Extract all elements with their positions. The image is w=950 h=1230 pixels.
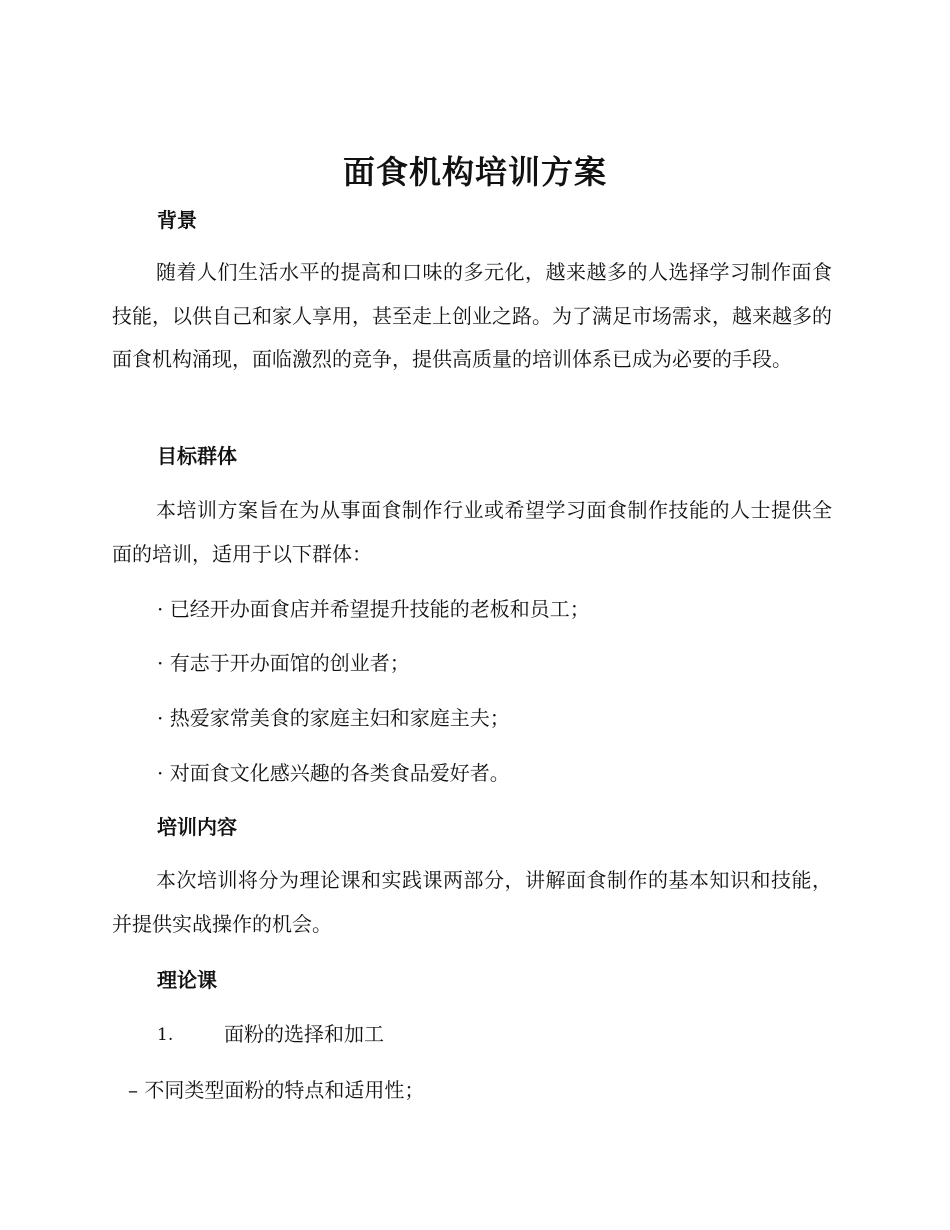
section-heading-target-group: 目标群体 [157, 444, 237, 468]
document-title: 面食机构培训方案 [342, 153, 607, 191]
section-heading-training-content: 培训内容 [157, 815, 237, 839]
section-heading-theory: 理论课 [157, 968, 217, 992]
target-group-bullet-4: · 对面食文化感兴趣的各类食品爱好者。 [157, 761, 510, 785]
background-paragraph: 随着人们生活水平的提高和口味的多元化，越来越多的人选择学习制作面食技能，以供自己和家人享用，甚至走上创业之路。为了满足市场需求，越来越多的面食机构涌现，面临激烈的竞争，提供高质量的培训体系已成为必要的手段。 [112, 260, 832, 371]
target-group-bullet-3: · 热爱家常美食的家庭主妇和家庭主夫； [157, 706, 510, 730]
theory-item-number-1: 1. [157, 1025, 174, 1045]
target-group-bullet-1: · 已经开办面食店并希望提升技能的老板和员工； [157, 597, 590, 621]
target-group-paragraph: 本培训方案旨在为从事面食制作行业或希望学习面食制作技能的人士提供全面的培训，适用于以下群体： [112, 498, 832, 566]
theory-item-text-1: 面粉的选择和加工 [224, 1022, 384, 1046]
training-content-paragraph: 本次培训将分为理论课和实践课两部分，讲解面食制作的基本知识和技能，并提供实战操作的机会。 [112, 868, 832, 936]
section-heading-background: 背景 [157, 208, 197, 232]
theory-sub-item-1: – 不同类型面粉的特点和适用性； [128, 1078, 425, 1102]
target-group-bullet-2: · 有志于开办面馆的创业者； [157, 651, 410, 675]
